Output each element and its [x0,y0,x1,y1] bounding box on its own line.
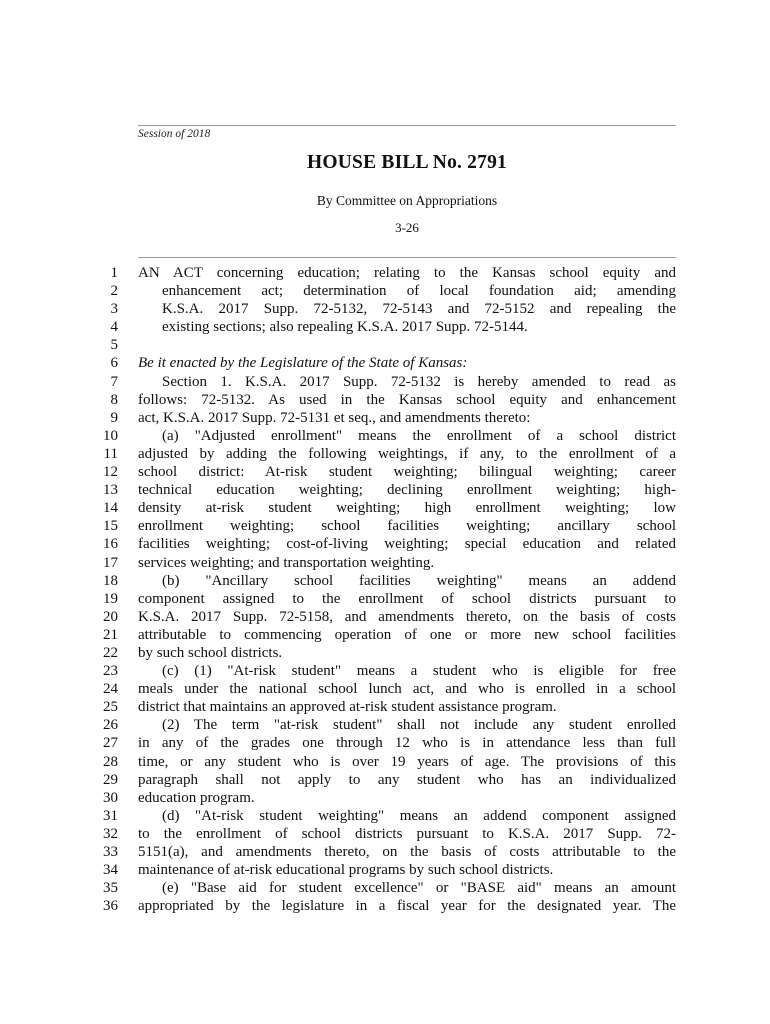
line-number: 25 [103,699,118,716]
line-number: 19 [103,590,118,607]
bill-line [0,716,770,734]
line-number: 29 [103,771,118,788]
bill-line [0,897,770,915]
bill-line [0,861,770,879]
line-number: 24 [103,681,118,698]
line-number: 2 [110,283,118,300]
bill-line [0,590,770,608]
line-text: time, or any student who is over 19 years of age. The provisions of this [138,753,676,770]
bill-line [0,608,770,626]
bill-line [0,554,770,572]
line-number: 7 [110,373,118,390]
bill-body [0,264,770,915]
bill-line [0,463,770,481]
line-text: education program. [138,789,255,806]
line-text: (e) "Base aid for student excellence" or "BASE aid" means an amount [162,880,676,897]
line-number: 13 [103,482,118,499]
bill-title: HOUSE BILL No. 2791 [307,152,507,173]
line-text: Section 1. K.S.A. 2017 Supp. 72-5132 is hereby amended to read as [162,373,676,390]
bill-line [0,264,770,282]
bill-line [0,282,770,300]
line-number: 10 [103,427,118,444]
line-number: 17 [103,554,118,571]
line-text: facilities weighting; cost-of-living weighting; special education and related [138,536,676,553]
line-number: 20 [103,608,118,625]
bill-line [0,789,770,807]
line-text: enhancement act; determination of local foundation aid; amending [162,283,676,300]
line-number: 3 [110,301,118,318]
line-text: enrollment weighting; school facilities weighting; ancillary school [138,518,676,535]
bill-line [0,843,770,861]
line-text: follows: 72-5132. As used in the Kansas school equity and enhancement [138,391,676,408]
line-number: 12 [103,464,118,481]
line-number: 32 [103,825,118,842]
line-number: 21 [103,626,118,643]
line-text: appropriated by the legislature in a fiscal year for the designated year. The [138,898,676,915]
line-number: 34 [103,862,118,879]
line-number: 14 [103,500,118,517]
line-text: meals under the national school lunch act, and who is enrolled in a school [138,681,676,698]
bill-line [0,753,770,771]
line-text: 5151(a), and amendments thereto, on the basis of costs attributable to the [138,844,676,860]
line-text: services weighting; and transportation weighting. [138,554,435,571]
bill-line [0,771,770,789]
line-text: (a) "Adjusted enrollment" means the enrollment of a school district [162,427,676,444]
bill-line [0,318,770,336]
line-text: in any of the grades one through 12 who is in attendance less than full [138,735,676,752]
line-text: (c) (1) "At-risk student" means a student who is eligible for free [162,663,676,680]
bill-line [0,391,770,409]
bill-line [0,734,770,752]
body-rule [138,257,676,258]
bill-line [0,445,770,463]
bill-line [0,517,770,535]
line-text: component assigned to the enrollment of school districts pursuant to [138,590,676,607]
bill-line [0,499,770,517]
line-text: (b) "Ancillary school facilities weighting" means an addend [162,572,676,589]
line-text: K.S.A. 2017 Supp. 72-5158, and amendments thereto, on the basis of costs [138,608,676,625]
line-number: 22 [103,644,118,661]
line-number: 27 [103,735,118,752]
sponsor-line: By Committee on Appropriations [316,193,498,208]
line-number: 15 [103,518,118,535]
line-number: 4 [110,319,118,336]
line-text: K.S.A. 2017 Supp. 72-5132, 72-5143 and 72-5152 and repealing the [162,301,676,318]
line-text: attributable to commencing operation of one or more new school facilities [138,626,676,643]
line-text: school district: At-risk student weighting; bilingual weighting; career [138,464,676,481]
header-rule [138,125,676,126]
line-text: paragraph shall not apply to any student who has an individualized [138,771,676,788]
bill-line [0,481,770,499]
bill-line [0,807,770,825]
introduction-date: 3-26 [395,220,419,235]
line-number: 8 [110,391,118,408]
line-text: district that maintains an approved at-risk student assistance program. [138,699,557,716]
line-number: 31 [103,807,118,824]
bill-line [0,698,770,716]
bill-line [0,825,770,843]
line-text: existing sections; also repealing K.S.A. 2017 Supp. 72-5144. [162,319,528,336]
bill-line [0,427,770,445]
bill-line [0,879,770,897]
bill-line [0,300,770,318]
bill-line [0,409,770,427]
bill-line [0,354,770,372]
line-number: 16 [103,536,118,553]
session-label: Session of 2018 [138,128,211,140]
line-number: 9 [110,409,118,426]
line-number: 6 [110,355,118,372]
line-text: act, K.S.A. 2017 Supp. 72-5131 et seq., and amendments thereto: [138,409,531,426]
line-text: Be it enacted by the Legislature of the State of Kansas: [138,355,468,372]
line-text: density at-risk student weighting; high enrollment weighting; low [138,500,676,517]
line-number: 33 [103,844,118,860]
line-number: 26 [103,717,118,734]
line-number: 36 [103,898,118,915]
bill-line [0,535,770,553]
bill-line [0,336,770,354]
bill-line [0,572,770,590]
line-text: (d) "At-risk student weighting" means an addend component assigned [162,807,676,824]
line-text: adjusted by adding the following weightings, if any, to the enrollment of a [138,445,676,462]
line-text: by such school districts. [138,644,283,661]
line-number: 35 [103,880,118,897]
line-number: 1 [110,265,118,281]
line-number: 5 [110,337,118,354]
line-number: 30 [103,789,118,806]
line-number: 23 [103,663,118,680]
line-number: 18 [103,572,118,589]
line-text: maintenance of at-risk educational programs by such school districts. [138,862,554,879]
bill-line [0,626,770,644]
line-text: (2) The term "at-risk student" shall not include any student enrolled [162,717,676,734]
line-text: technical education weighting; declining enrollment weighting; high- [138,482,676,499]
line-number: 11 [103,445,118,462]
line-number: 28 [103,753,118,770]
bill-line [0,680,770,698]
bill-line [0,662,770,680]
bill-line [0,644,770,662]
bill-line [0,373,770,391]
line-text: AN ACT concerning education; relating to the Kansas school equity and [138,265,676,281]
line-text: to the enrollment of school districts pursuant to K.S.A. 2017 Supp. 72- [138,825,676,842]
